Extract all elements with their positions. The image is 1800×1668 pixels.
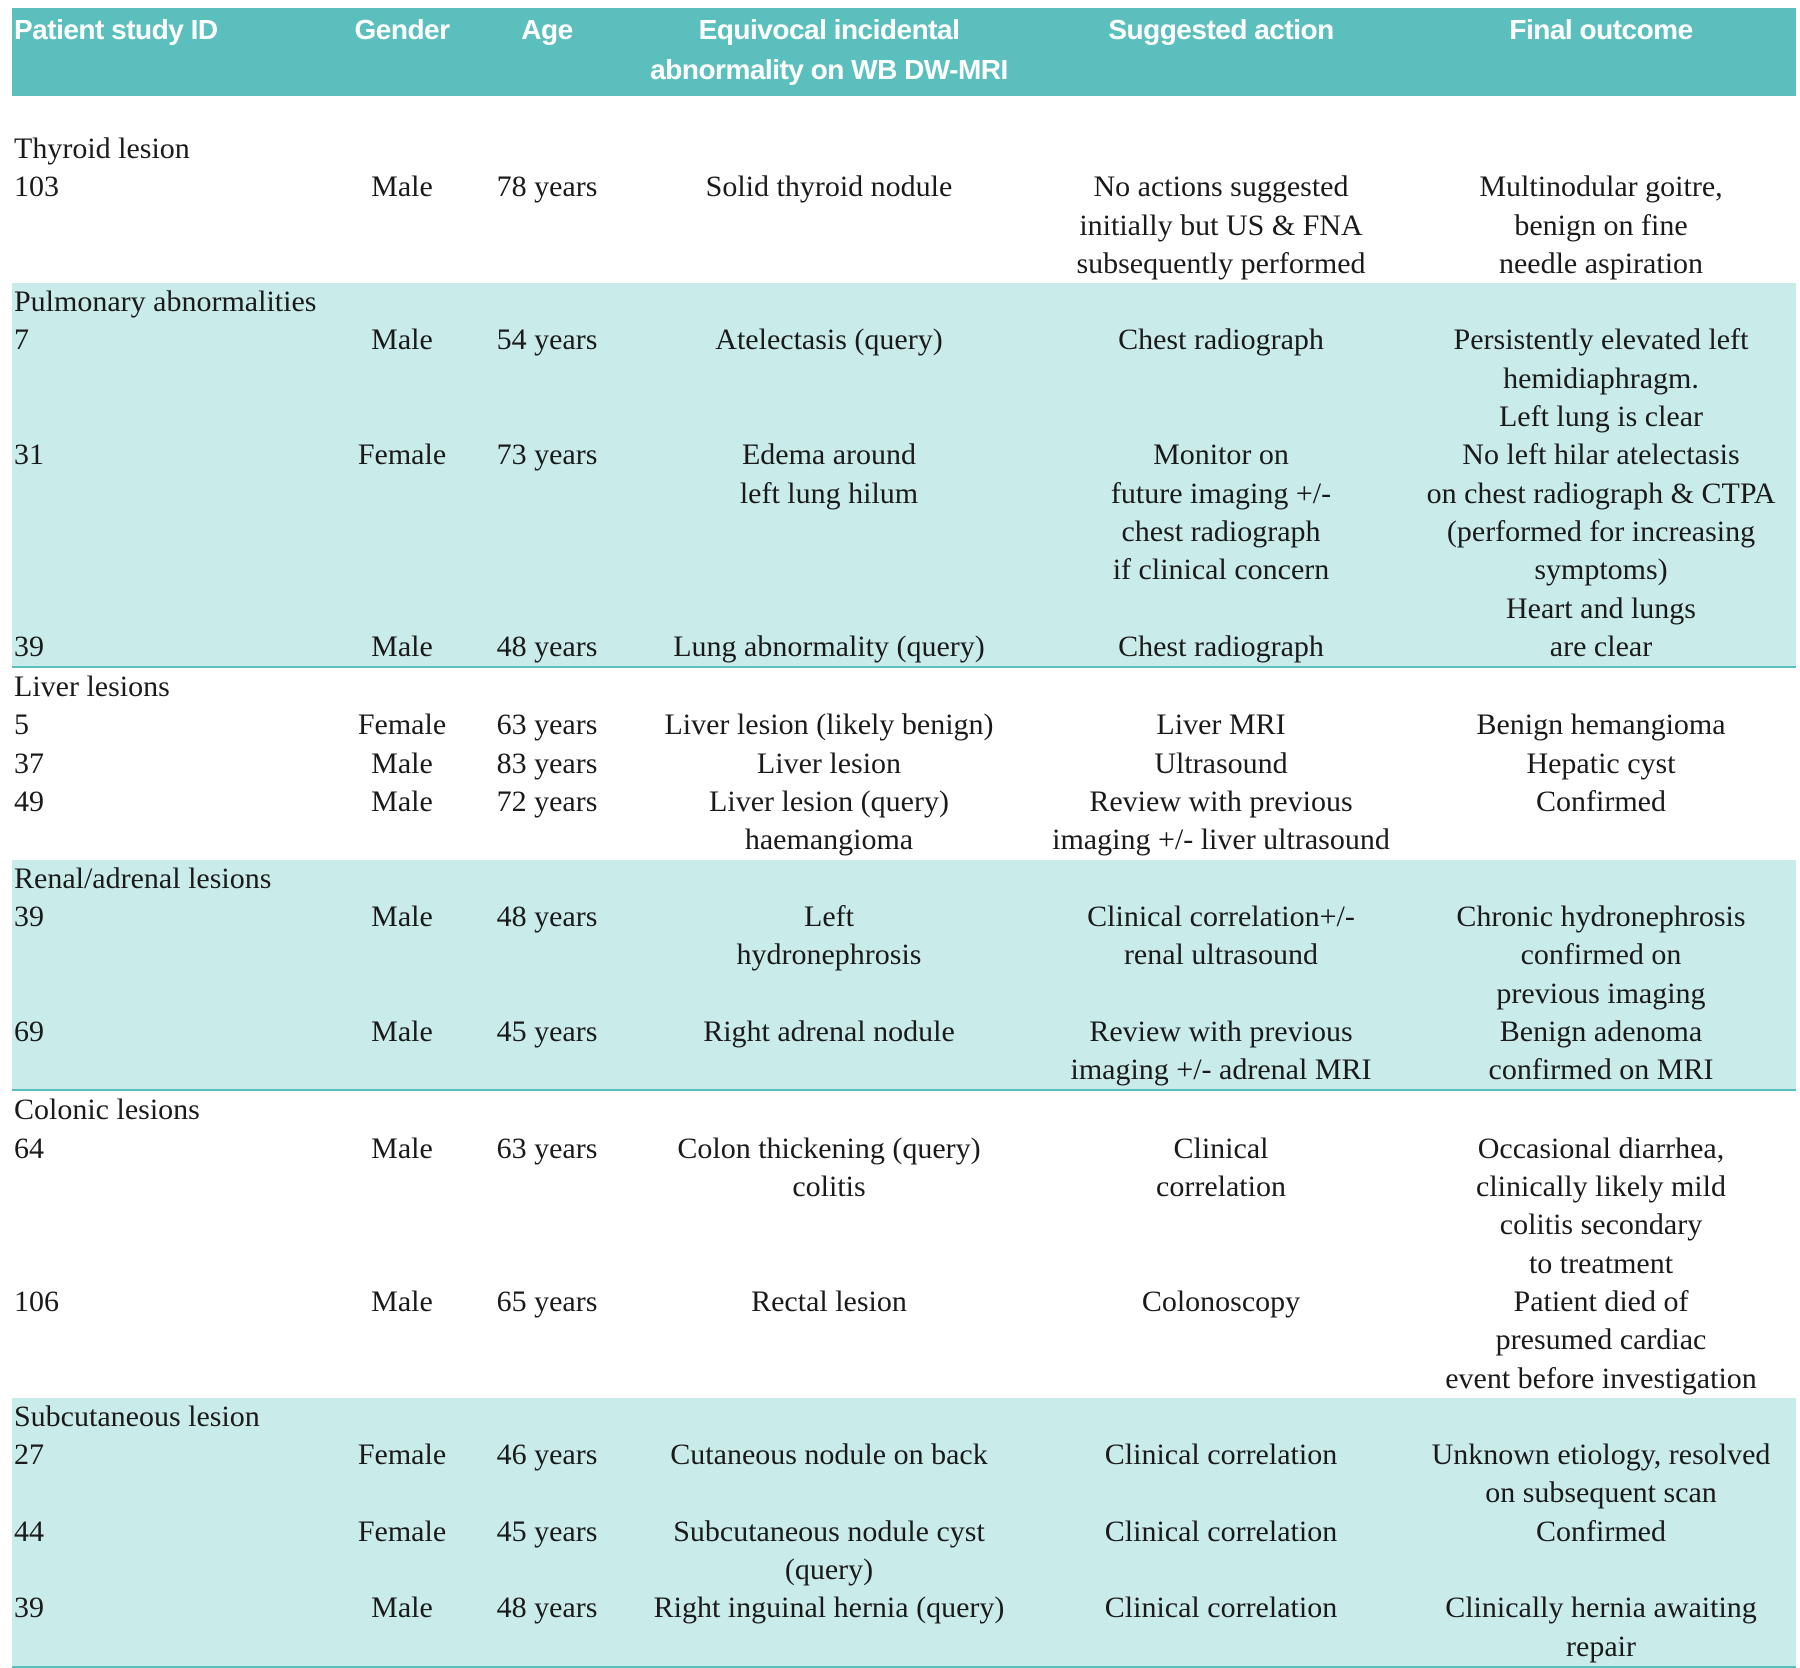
cell-age: 72 years (496, 785, 598, 819)
cell-suggested-action: Clinical correlation+/- renal ultrasound (1036, 898, 1406, 1013)
cell-final-outcome: No left hilar atelectasis on chest radiograph & CTPA (performed for increasing symptoms) Heart and lungs (1406, 436, 1796, 627)
cell-final-outcome: Patient died of presumed cardiac event before investigation (1445, 1284, 1757, 1395)
cell-age: 48 years (472, 898, 622, 1013)
cell-final-outcome: Unknown etiology, resolved on subsequent scan (1406, 1436, 1796, 1513)
cell-patient-id: 39 (12, 898, 332, 1013)
cell-age: 48 years (472, 1589, 622, 1667)
cell-final-outcome: Chronic hydronephrosis confirmed on previous imaging (1406, 898, 1796, 1013)
header-abnormality: Equivocal incidental abnormality on WB DW-MRI (622, 8, 1036, 96)
cell-patient-id: 69 (12, 1013, 332, 1091)
cell-age: 73 years (472, 436, 622, 627)
table-group (12, 860, 1796, 1091)
group-title-row (12, 283, 1796, 321)
cell-patient-id: 27 (12, 1436, 332, 1513)
cell-abnormality: Left hydronephrosis (622, 898, 1036, 1013)
table-group (12, 130, 1796, 283)
table-row (12, 1283, 1796, 1398)
group-title-row (12, 667, 1796, 706)
table-header (12, 8, 1796, 96)
cell-suggested-action: Clinical correlation (1036, 1513, 1406, 1590)
cell-abnormality: Liver lesion (likely benign) (664, 708, 994, 742)
cell-abnormality: Colon thickening (query) colitis (677, 1131, 981, 1204)
cell-age: 45 years (472, 1013, 622, 1091)
cell-suggested-action: Liver MRI (1156, 708, 1286, 742)
cell-abnormality: Right adrenal nodule (622, 1013, 1036, 1091)
cell-suggested-action: Clinical correlation (1036, 1436, 1406, 1513)
cell-gender: Female (332, 1513, 472, 1590)
cell-age: 78 years (496, 170, 598, 204)
cell-patient-id: 39 (12, 1589, 332, 1667)
cell-suggested-action: Colonoscopy (1141, 1284, 1301, 1318)
header-row (12, 8, 1796, 96)
header-gender: Gender (332, 8, 472, 96)
cell-age: 45 years (472, 1513, 622, 1590)
cell-final-outcome: Benign hemangioma (1476, 708, 1726, 742)
group-title: Subcutaneous lesion (12, 1398, 1796, 1436)
cell-abnormality: Solid thyroid nodule (705, 170, 953, 204)
cell-age: 65 years (496, 1284, 598, 1318)
cell-gender: Male (332, 628, 472, 667)
cell-abnormality: Subcutaneous nodule cyst (query) (622, 1513, 1036, 1590)
cell-patient-id: 31 (12, 436, 332, 627)
cell-gender: Male (371, 1131, 433, 1165)
cell-age: 63 years (496, 708, 598, 742)
cell-final-outcome: Clinically hernia awaiting repair (1406, 1589, 1796, 1667)
cell-patient-id: 5 (14, 708, 29, 742)
group-title: Renal/adrenal lesions (12, 860, 1796, 898)
cell-age: 63 years (496, 1131, 598, 1165)
table-row (12, 1513, 1796, 1590)
cell-gender: Male (332, 898, 472, 1013)
group-title-row (12, 860, 1796, 898)
cell-patient-id: 49 (14, 785, 44, 819)
cell-suggested-action: Ultrasound (1154, 746, 1288, 780)
cell-suggested-action: Monitor on future imaging +/- chest radiograph if clinical concern (1036, 436, 1406, 627)
cell-final-outcome: are clear (1406, 628, 1796, 667)
group-title: Liver lesions (14, 670, 170, 704)
header-final-outcome: Final outcome (1406, 8, 1796, 96)
group-title-row (12, 1090, 1796, 1129)
cell-patient-id: 37 (14, 746, 44, 780)
cell-patient-id: 103 (14, 170, 59, 204)
table-row (12, 1589, 1796, 1667)
table-group (12, 283, 1796, 667)
cell-abnormality: Atelectasis (query) (622, 321, 1036, 436)
cell-abnormality: Liver lesion (query) haemangioma (709, 785, 949, 857)
table-row (12, 706, 1796, 744)
cell-gender: Female (332, 1436, 472, 1513)
cell-gender: Male (371, 170, 433, 204)
group-title-row (12, 1398, 1796, 1436)
cell-gender: Male (332, 1013, 472, 1091)
table-group (12, 1090, 1796, 1397)
cell-patient-id: 7 (12, 321, 332, 436)
cell-abnormality: Edema around left lung hilum (622, 436, 1036, 627)
cell-gender: Female (357, 708, 447, 742)
cell-suggested-action: Review with previous imaging +/- liver ultrasound (1052, 785, 1390, 857)
cell-abnormality: Rectal lesion (751, 1284, 907, 1318)
cell-abnormality: Right inguinal hernia (query) (622, 1589, 1036, 1667)
table-row (12, 321, 1796, 436)
cell-final-outcome: Persistently elevated left hemidiaphragm. Left lung is clear (1406, 321, 1796, 436)
table-row (12, 783, 1796, 860)
table-row (12, 436, 1796, 627)
header-suggested-action: Suggested action (1036, 8, 1406, 96)
cell-abnormality: Lung abnormality (query) (622, 628, 1036, 667)
cell-age: 46 years (472, 1436, 622, 1513)
cell-age: 48 years (472, 628, 622, 667)
cell-patient-id: 39 (12, 628, 332, 667)
incidental-findings-table (12, 8, 1796, 1668)
cell-abnormality: Cutaneous nodule on back (622, 1436, 1036, 1513)
table-row (12, 1013, 1796, 1091)
cell-gender: Male (371, 1284, 433, 1318)
header-patient-id: Patient study ID (12, 8, 332, 96)
cell-gender: Male (371, 746, 433, 780)
cell-final-outcome: Hepatic cyst (1526, 746, 1676, 780)
table-row (12, 745, 1796, 783)
cell-patient-id: 106 (14, 1284, 59, 1318)
table-row (12, 168, 1796, 283)
cell-gender: Male (332, 321, 472, 436)
cell-final-outcome: Confirmed (1406, 1513, 1796, 1590)
cell-patient-id: 64 (14, 1131, 44, 1165)
cell-age: 54 years (472, 321, 622, 436)
cell-suggested-action: Chest radiograph (1036, 628, 1406, 667)
group-title-row (12, 130, 1796, 168)
cell-gender: Male (332, 1589, 472, 1667)
group-title: Pulmonary abnormalities (12, 283, 1796, 321)
table-group (12, 667, 1796, 859)
cell-suggested-action: Clinical correlation (1156, 1131, 1286, 1204)
header-age: Age (472, 8, 622, 96)
group-title: Thyroid lesion (14, 132, 190, 165)
table-row (12, 1130, 1796, 1283)
cell-gender: Female (332, 436, 472, 627)
table-group (12, 1398, 1796, 1667)
incidental-findings-table-container (12, 8, 1796, 1668)
cell-gender: Male (371, 785, 433, 819)
cell-suggested-action: Review with previous imaging +/- adrenal MRI (1036, 1013, 1406, 1091)
cell-final-outcome: Benign adenoma confirmed on MRI (1406, 1013, 1796, 1091)
cell-age: 83 years (496, 746, 598, 780)
cell-suggested-action: No actions suggested initially but US & FNA subsequently performed (1076, 170, 1366, 280)
table-row (12, 628, 1796, 667)
table-row (12, 1436, 1796, 1513)
cell-final-outcome: Confirmed (1536, 785, 1666, 819)
cell-final-outcome: Occasional diarrhea, clinically likely mild colitis secondary to treatment (1476, 1131, 1726, 1280)
cell-suggested-action: Clinical correlation (1036, 1589, 1406, 1667)
cell-abnormality: Liver lesion (756, 746, 902, 780)
cell-suggested-action: Chest radiograph (1036, 321, 1406, 436)
cell-final-outcome: Multinodular goitre, benign on fine needle aspiration (1479, 170, 1723, 280)
table-row (12, 898, 1796, 1013)
cell-patient-id: 44 (12, 1513, 332, 1590)
group-title: Colonic lesions (14, 1093, 200, 1127)
